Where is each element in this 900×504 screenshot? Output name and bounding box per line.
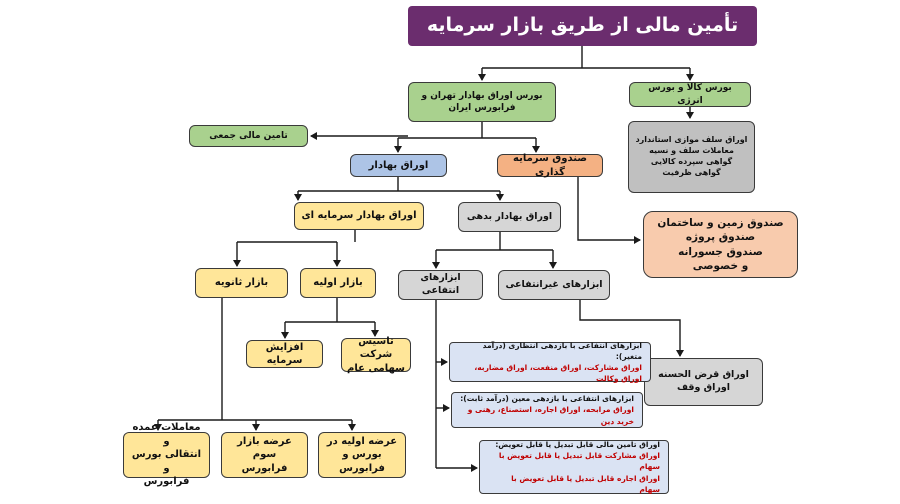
third-market-line-2: فرابورس (241, 462, 288, 474)
convertible-item-1: اوراق مشارکت قابل تبدیل یا قابل تعویض با سهام (498, 451, 660, 472)
third-market-line-1: عرضه بازار سوم (237, 435, 292, 461)
node-qard-waqf (644, 358, 763, 406)
convertible-item-2: اوراق اجاره قابل تبدیل یا قابل تعویض با سهام (511, 473, 660, 494)
company-ipo-line-1: تاسیس شرکت (358, 335, 394, 361)
fixed-return-title: ابزارهای انتفاعی با بازدهی معین (درآمد ثابت): (460, 394, 634, 404)
kala-instrument-4: گواهی ظرفیت (662, 167, 721, 177)
initial-offering-line-2: بورس و فرابورس (339, 449, 385, 474)
node-bourse-tehran: بورس اوراق بهادار تهران و فرابورس ایران (408, 82, 556, 122)
variable-return-items: اوراق مشارکت، اوراق منفعت، اوراق مضاربه، اوراق وکالت (474, 363, 642, 384)
node-kala-instruments (628, 121, 755, 193)
node-profit-instruments: ابزارهای انتفاعی (398, 270, 483, 300)
kala-instrument-1: اوراق سلف موازی استاندارد (635, 135, 748, 145)
node-crowdfunding: تامین مالی جمعی (189, 125, 308, 147)
node-secondary-market: بازار ثانویه (195, 268, 288, 298)
node-investment-fund: صندوق سرمایه گذاری (497, 154, 603, 177)
fund-type-4: و خصوصی (692, 259, 749, 272)
major-transactions-line-2: انتقالی بورس و (131, 449, 202, 474)
node-capital-increase: افزایش سرمایه (246, 340, 323, 368)
node-major-transactions (123, 422, 210, 488)
major-transactions-line-3: فرابورس (143, 476, 190, 488)
initial-offering-line-1: عرضه اولیه در (326, 435, 398, 447)
node-bourse-kala-energy: بورس کالا و بورس انرژی (629, 82, 751, 107)
fund-type-2: صندوق پروژه (685, 231, 756, 244)
node-variable-return (449, 342, 651, 382)
company-ipo-line-2: سهامی عام (347, 362, 405, 374)
convertible-title: اوراق تامین مالی قابل تبدیل یا قابل تعویض: (495, 439, 660, 449)
fixed-return-items: اوراق مرابحه، اوراق اجاره، استصناع، رهنی و خرید دین (467, 405, 634, 426)
page-title: تأمین مالی از طریق بازار سرمایه (408, 6, 757, 46)
waqf-line: اوراق وقف (676, 382, 731, 393)
node-fixed-return (451, 392, 643, 428)
node-initial-offering (318, 432, 406, 478)
node-third-market (221, 432, 308, 478)
fund-type-1: صندوق زمین و ساختمان (657, 217, 784, 230)
node-fund-types (643, 211, 798, 278)
major-transactions-line-1: معاملات عمده و (132, 422, 201, 447)
node-company-ipo (341, 335, 411, 374)
node-equity-securities: اوراق بهادار سرمایه ای (294, 202, 424, 230)
kala-instrument-3: گواهی سپرده کالایی (650, 157, 733, 166)
variable-return-title: ابزارهای انتفاعی با بازدهی انتظاری (درآمد متغیر): (482, 340, 642, 361)
node-convertible (479, 440, 669, 494)
node-securities: اوراق بهادار (350, 154, 447, 177)
node-nonprofit-instruments: ابزارهای غیرانتفاعی (498, 270, 610, 300)
node-primary-market: بازار اولیه (300, 268, 376, 298)
fund-type-3: صندوق جسورانه (678, 245, 763, 258)
kala-instrument-2: معاملات سلف و نسیه (649, 146, 734, 156)
node-debt-securities: اوراق بهادار بدهی (458, 202, 561, 232)
qard-line: اوراق قرض الحسنه (658, 369, 749, 381)
